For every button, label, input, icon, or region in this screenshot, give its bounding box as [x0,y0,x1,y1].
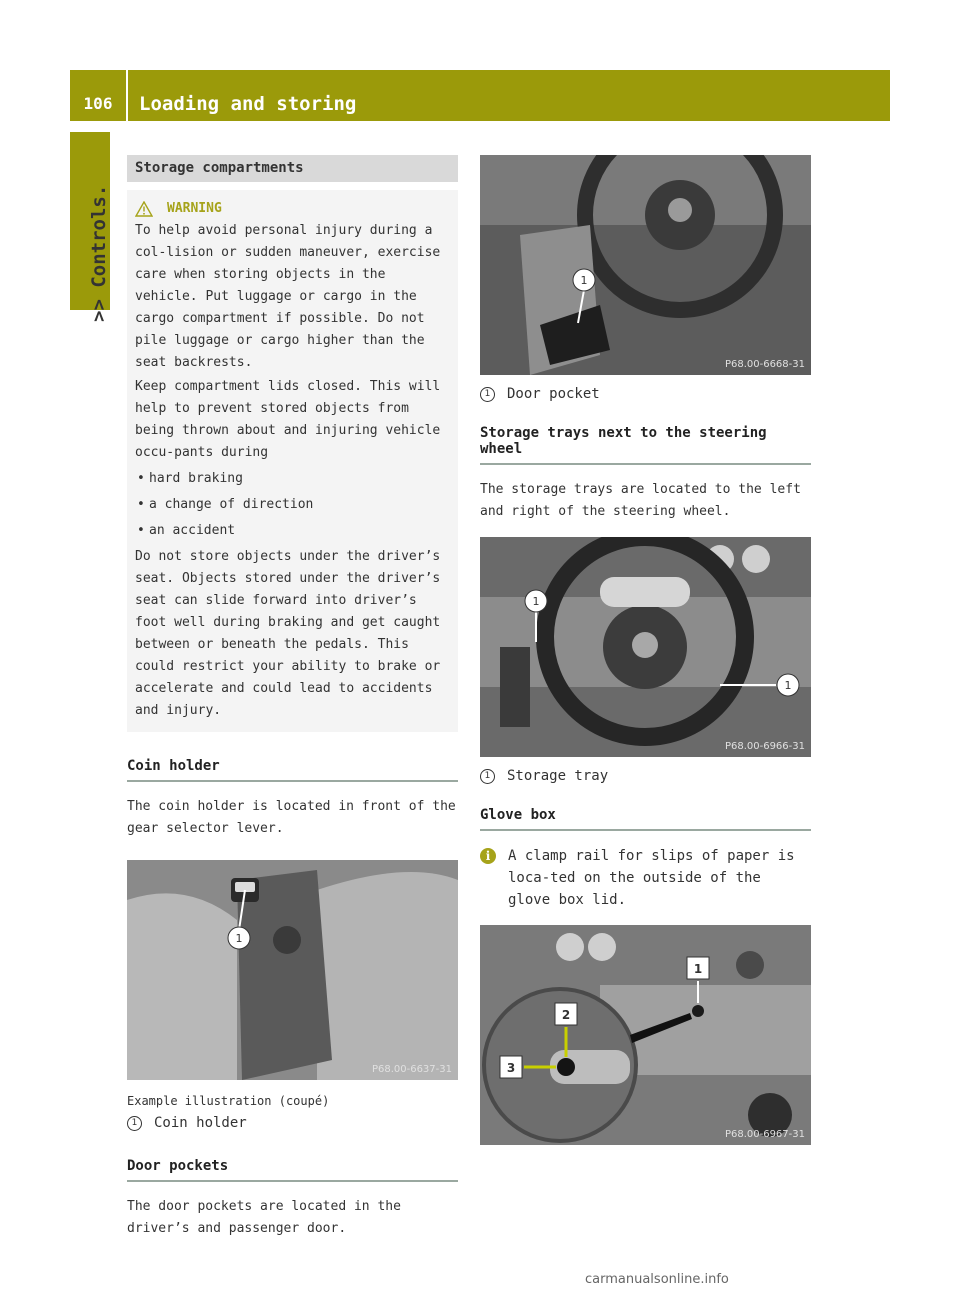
coin-holder-illustration [127,860,458,1080]
coin-holder-photo [127,860,458,1080]
door-pocket-caption [480,383,811,405]
caption-label: Storage tray [507,768,609,784]
warning-paragraph-1: To help avoid personal injury during a col-lision or sudden maneuver, exercise care when storing objects in the vehicle. Put luggage or cargo in the cargo compartment if possible. Do not pile luggage or cargo higher than the seat backrests. [135,223,441,370]
coin-holder-text: The coin holder is located in front of the gear selector lever. [127,799,456,836]
glove-box-info-text: A clamp rail for slips of paper is loca-ted on the outside of the glove box lid. [508,848,795,908]
caption-label: Door pocket [507,386,600,402]
storage-compartments-title: Storage compartments [127,155,458,182]
list-item: • hard braking [135,466,450,492]
storage-tray-right-label: 1 [784,679,792,692]
glove-box-label-1: 1 [693,962,703,976]
footer-url[interactable]: carmanualsonline.info [585,1272,729,1287]
callout-number: 1 [480,769,495,784]
side-section-label: >> Controls. [88,184,110,322]
warning-label: WARNING [167,201,222,216]
door-pocket-photo [480,155,811,375]
list-item: • an accident [135,518,450,544]
warning-paragraph-2: Keep compartment lids closed. This will help to prevent stored objects from being thrown about and injuring vehicle occu-pants during [135,379,441,460]
coin-holder-caption [127,1112,458,1134]
chapter-title: Loading and storing [139,93,357,115]
door-pocket-illustration [480,155,811,375]
left-column [127,155,458,1240]
storage-tray-illustration [480,537,811,757]
example-caption: Example illustration (coupé) [127,1094,330,1108]
list-item: • a change of direction [135,492,450,518]
photo-reference: P68.00-6966-31 [724,741,805,752]
glove-box-heading: Glove box [480,807,811,831]
header-divider [126,70,128,121]
callout-number: 1 [127,1116,142,1131]
storage-trays-heading: Storage trays next to the steering wheel [480,425,811,465]
warning-triangle-icon [135,201,153,217]
door-pockets-text: The door pockets are located in the driver’s and passenger door. [127,1199,401,1236]
photo-reference: P68.00-6668-31 [724,359,805,370]
storage-trays-text: The storage trays are located to the left and right of the steering wheel. [480,482,801,519]
warning-title [135,198,450,220]
glove-box-label-3: 3 [506,1061,516,1075]
storage-tray-photo [480,537,811,757]
door-pockets-heading: Door pockets [127,1158,458,1182]
warning-box [127,190,458,732]
warning-paragraph-3: Do not store objects under the driver’s seat. Objects stored under the driver’s seat can slide forward into driver’s foot well during braking and get caught between or beneath the pedals. This could restrict your ability to brake or accelerate and could lead to accidents and injury. [135,549,441,718]
storage-tray-caption [480,765,811,787]
coin-holder-heading: Coin holder [127,758,458,782]
info-icon: i [480,848,496,864]
glove-box-info [480,845,811,911]
glove-box-photo [480,925,811,1145]
callout-number: 1 [480,387,495,402]
caption-label: Coin holder [154,1115,247,1131]
glove-box-label-2: 2 [561,1008,571,1022]
photo-reference: P68.00-6637-31 [371,1064,452,1075]
glove-box-illustration [480,925,811,1145]
warning-list [135,466,450,544]
door-pocket-photo-label: 1 [580,274,588,287]
page-number: 106 [83,94,113,113]
photo-reference: P68.00-6967-31 [724,1129,805,1140]
coin-holder-photo-label: 1 [235,932,243,945]
right-column [480,155,811,1145]
storage-tray-left-label: 1 [532,595,540,608]
